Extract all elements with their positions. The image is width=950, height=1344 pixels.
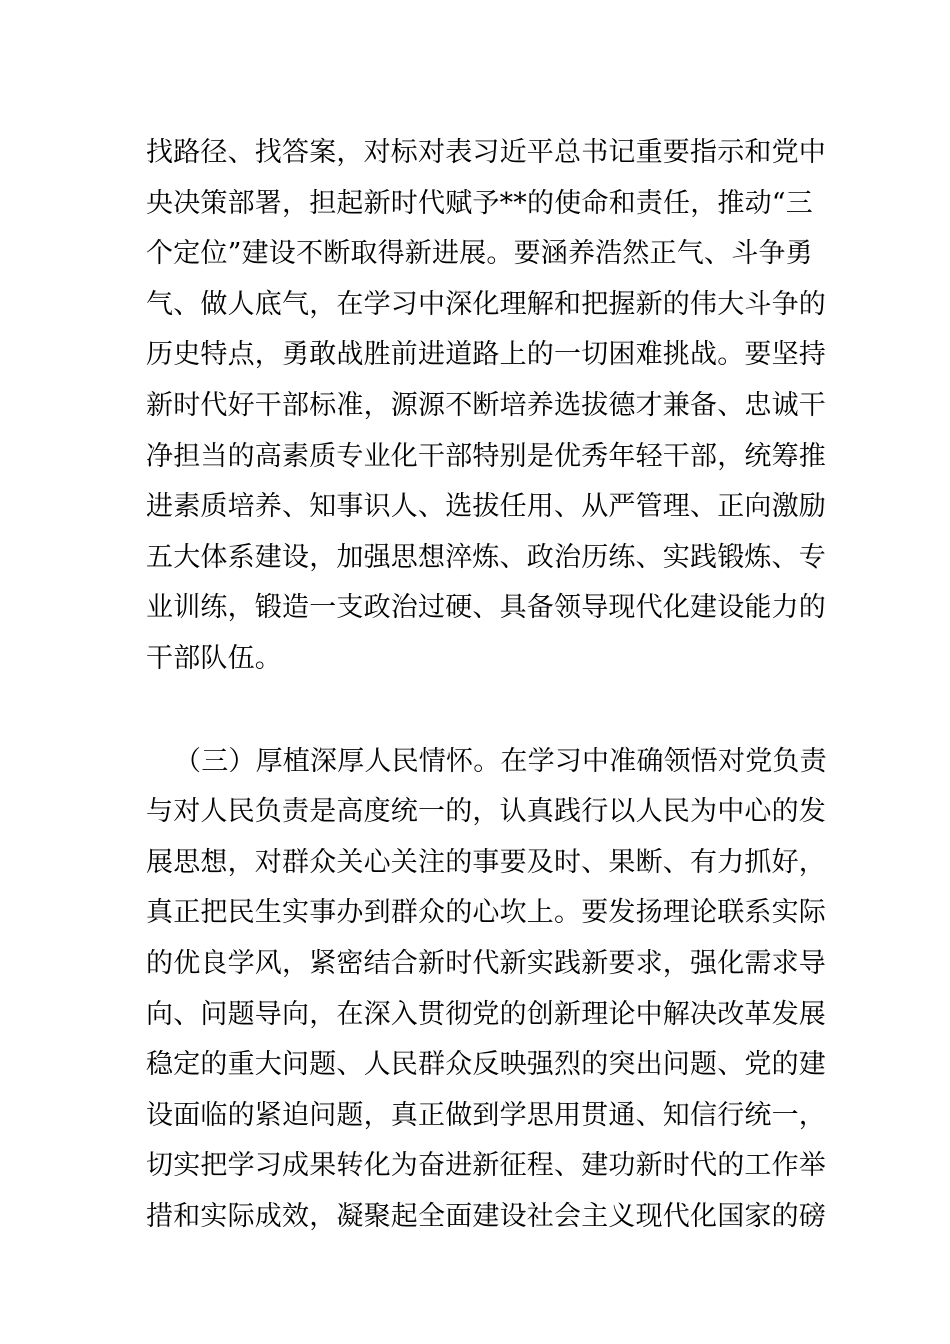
text-line: 与对人民负责是高度统一的，认真践行以人民为中心的发 [146, 796, 826, 828]
text-line: 历史特点，勇敢战胜前进道路上的一切困难挑战。要坚持 [146, 339, 826, 371]
text-line: 展思想，对群众关心关注的事要及时、果断、有力抓好， [146, 846, 826, 878]
text-line: 业训练，锻造一支政治过硬、具备领导现代化建设能力的 [146, 592, 826, 624]
text-line: 的优良学风，紧密结合新时代新实践新要求，强化需求导 [146, 947, 826, 979]
text-line: 五大体系建设，加强思想淬炼、政治历练、实践锻炼、专 [146, 541, 826, 573]
text-line: 进素质培养、知事识人、选拔任用、从严管理、正向激励 [146, 491, 826, 523]
text-line: 设面临的紧迫问题，真正做到学思用贯通、知信行统一， [146, 1099, 826, 1131]
paragraph-spacer [146, 685, 811, 737]
paragraph-people-sentiment [146, 737, 827, 1243]
text-line: 干部队伍。 [146, 642, 282, 674]
text-line: 找路径、找答案，对标对表习近平总书记重要指示和党中 [146, 137, 826, 168]
section-heading-line: （三）厚植深厚人民情怀。在学习中准确领悟对党负责 [174, 745, 827, 777]
document-page [146, 128, 827, 1242]
text-line: 个定位”建设不断取得新进展。要涵养浩然正气、斗争勇 [146, 238, 813, 270]
text-line: 净担当的高素质专业化干部特别是优秀年轻干部，统筹推 [146, 440, 826, 472]
text-line: 气、做人底气，在学习中深化理解和把握新的伟大斗争的 [146, 288, 826, 320]
text-line: 稳定的重大问题、人民群众反映强烈的突出问题、党的建 [146, 1049, 826, 1081]
text-line: 新时代好干部标准，源源不断培养选拔德才兼备、忠诚干 [146, 389, 826, 421]
text-line: 央决策部署，担起新时代赋予**的使命和责任，推动“三 [146, 187, 814, 219]
text-line: 切实把学习成果转化为奋进新征程、建功新时代的工作举 [146, 1150, 826, 1182]
text-line: 真正把民生实事办到群众的心坎上。要发扬理论联系实际 [146, 897, 826, 929]
text-line: 措和实际成效，凝聚起全面建设社会主义现代化国家的磅 [146, 1200, 826, 1232]
text-line: 向、问题导向，在深入贯彻党的创新理论中解决改革发展 [146, 998, 826, 1030]
paragraph-cadre-standards [146, 128, 826, 685]
